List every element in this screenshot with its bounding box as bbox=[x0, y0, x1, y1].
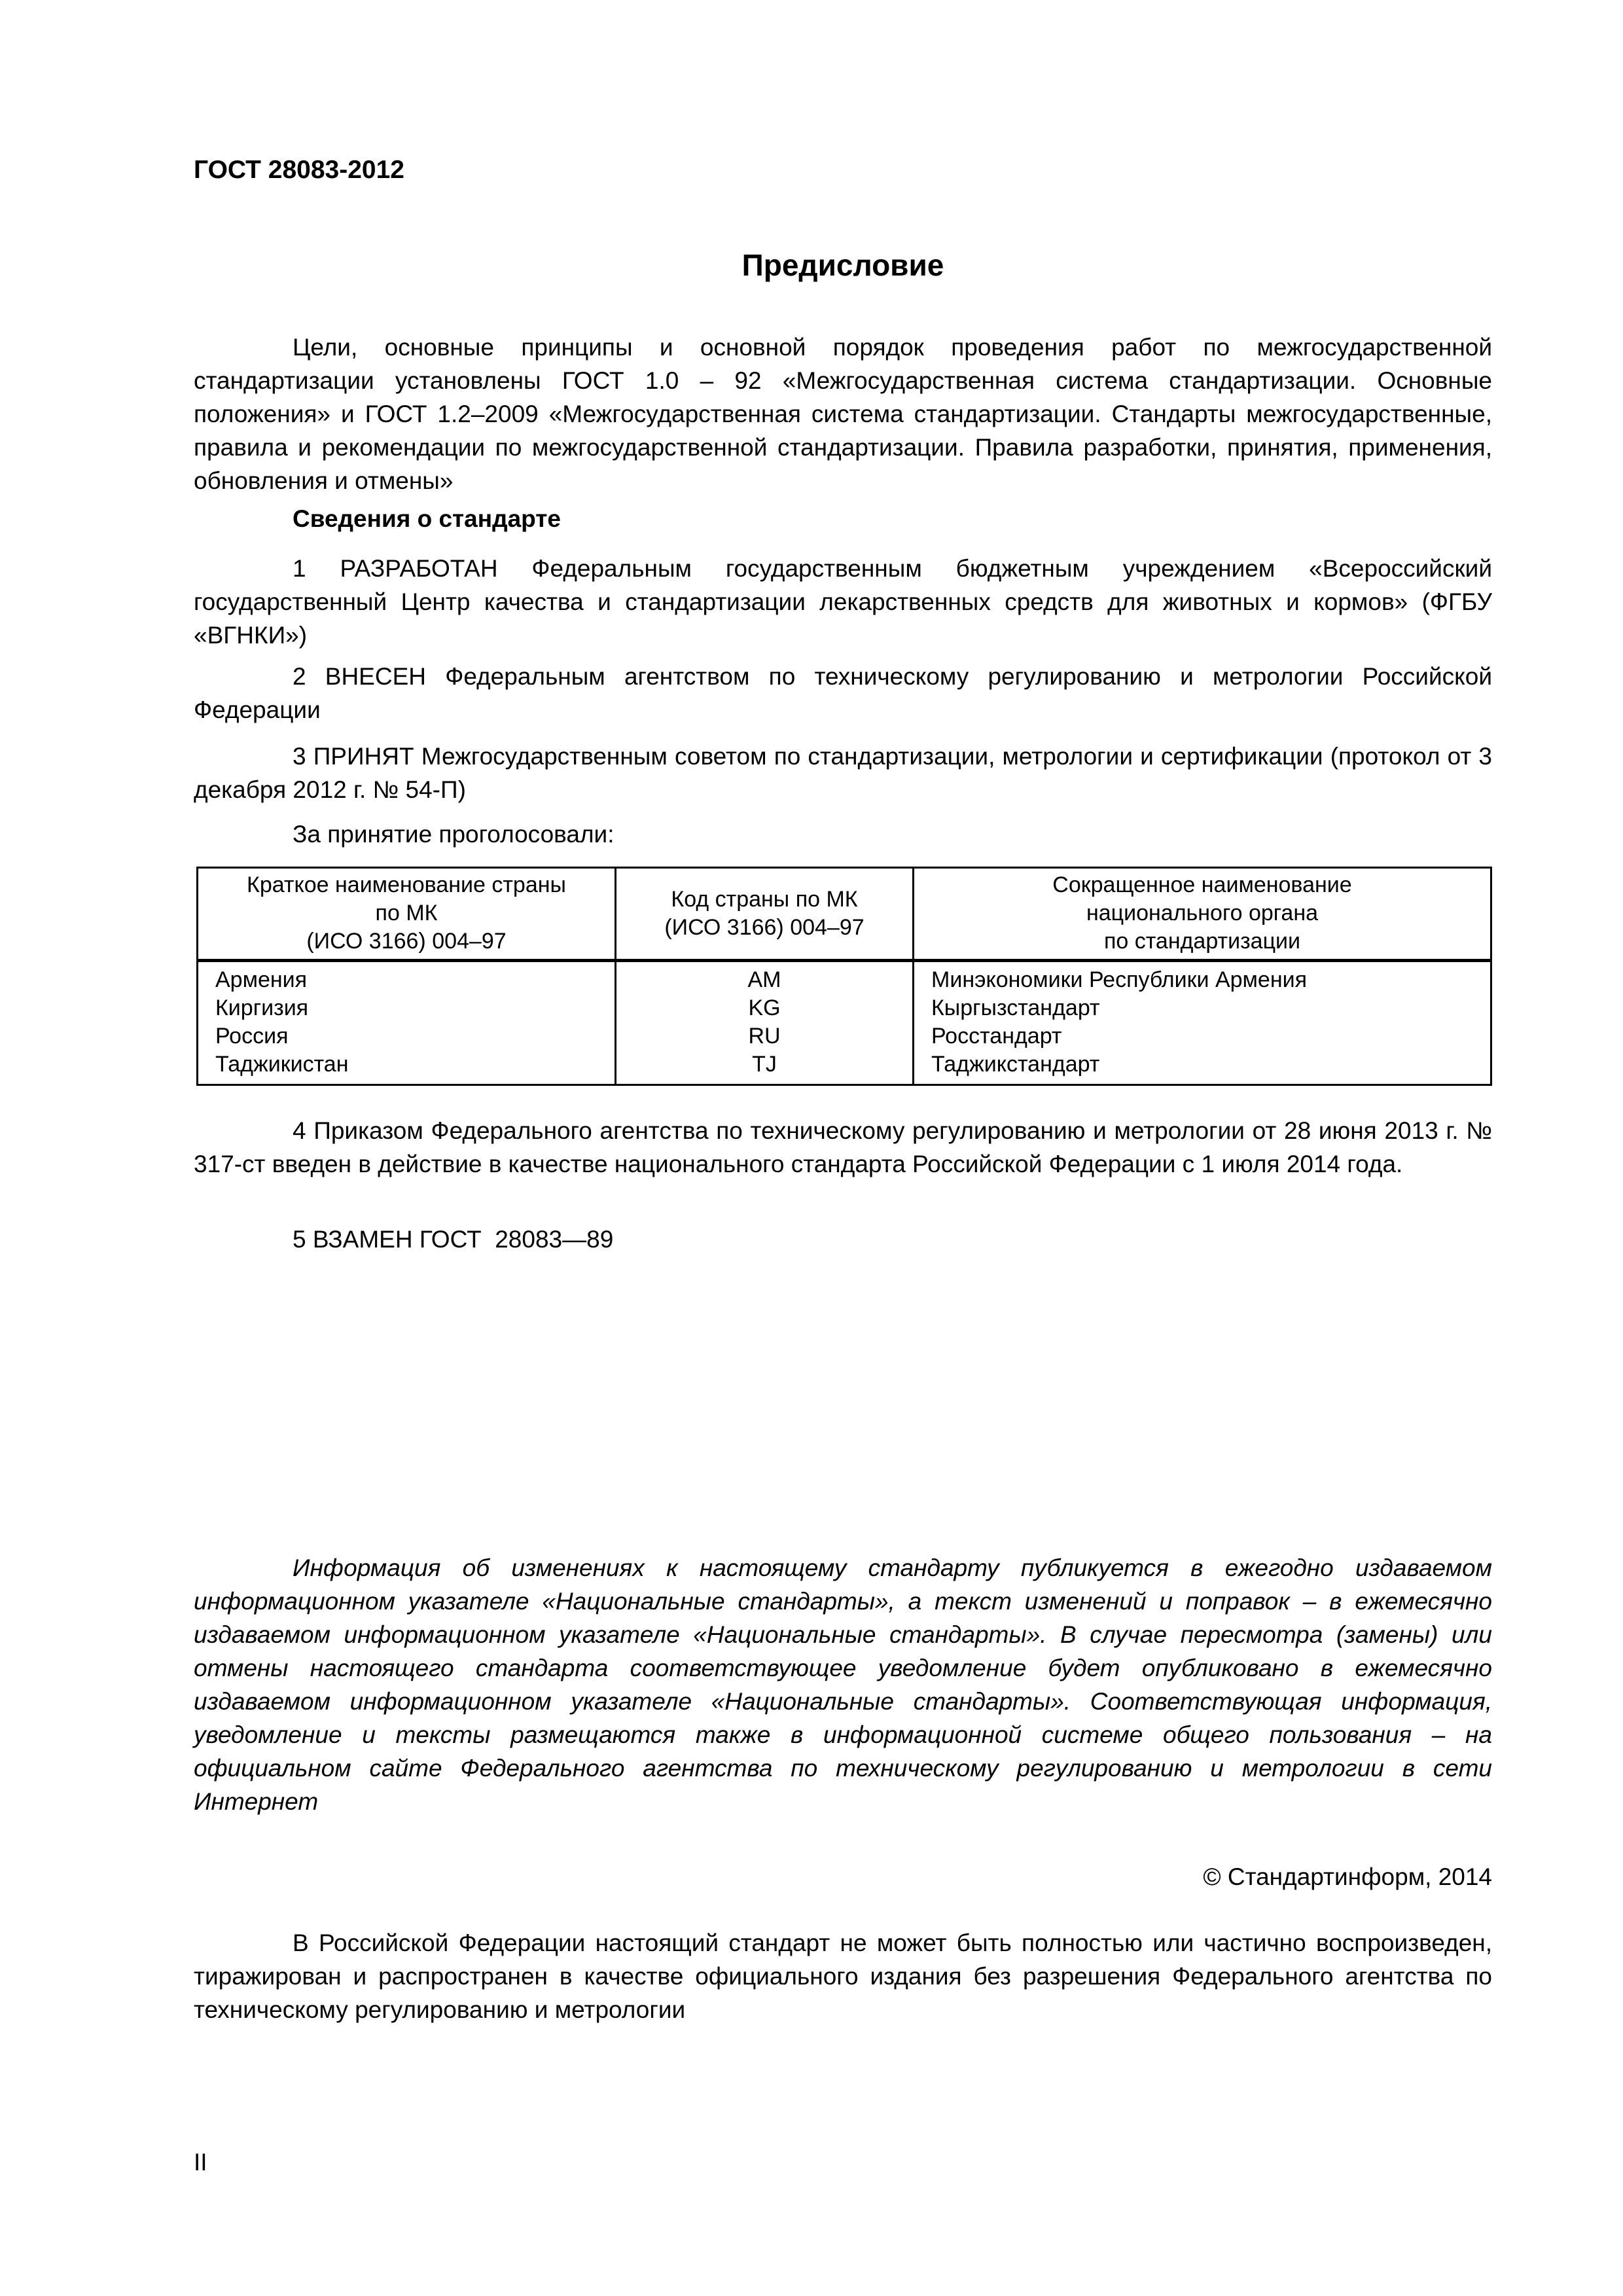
national-body-cell: Минэкономики Республики Армения bbox=[914, 961, 1491, 995]
voting-table bbox=[196, 867, 1492, 1086]
restriction-paragraph: В Российской Федерации настоящий стандарт не может быть полностью или частично воспроизведен, тиражирован и распространен в качестве официального издания без разрешения Федерального агентства по техническому регулированию и метрологии bbox=[194, 1929, 1492, 2023]
restriction-section bbox=[194, 1926, 1492, 2026]
info-heading: Сведения о стандарте bbox=[293, 505, 561, 532]
country-name-cell: Таджикистан bbox=[198, 1050, 616, 1085]
country-code-cell: AM bbox=[616, 961, 914, 995]
document-code: ГОСТ 28083-2012 bbox=[194, 156, 404, 184]
item-4-text: 4 Приказом Федерального агентства по техническому регулированию и метрологии от 28 июня 2013 г. № 317-ст введен в действие в качестве национального стандарта Российской Федерации с 1 июля 2014 года. bbox=[194, 1117, 1492, 1177]
page-number: II bbox=[194, 2149, 207, 2176]
national-body-cell: Росстандарт bbox=[914, 1022, 1491, 1050]
table-row bbox=[198, 1050, 1491, 1085]
national-body-cell: Кыргызстандарт bbox=[914, 994, 1491, 1022]
item-3-text: 3 ПРИНЯТ Межгосударственным советом по стандартизации, метрологии и сертификации (протокол от 3 декабря 2012 г. № 54-П) bbox=[194, 743, 1492, 803]
item-1 bbox=[194, 552, 1492, 652]
country-code-cell: KG bbox=[616, 994, 914, 1022]
intro-paragraph: Цели, основные принципы и основной порядок проведения работ по межгосударственной стандартизации установлены ГОСТ 1.0 – 92 «Межгосударственная система стандартизации. Основные положения» и ГОСТ 1.2–2009 «Межгосударственная система стандартизации. Стандарты межгосударственные, правила и рекомендации по межгосударственной стандартизации. Правила разработки, принятия, применения, обновления и отмены» bbox=[194, 334, 1492, 494]
page-title: Предисловие bbox=[741, 248, 944, 282]
header-national-body: Сокращенное наименование национального органа по стандартизации bbox=[914, 868, 1491, 961]
header-country-name: Краткое наименование страны по МК (ИСО 3166) 004–97 bbox=[198, 868, 616, 961]
intro-section bbox=[194, 331, 1492, 497]
table-row bbox=[198, 994, 1491, 1022]
item-1-text: 1 РАЗРАБОТАН Федеральным государственным бюджетным учреждением «Всероссийский государственный Центр качества и стандартизации лекарственных средств для животных и кормов» (ФГБУ «ВГНКИ») bbox=[194, 555, 1492, 649]
country-name-cell: Армения bbox=[198, 961, 616, 995]
item-2-text: 2 ВНЕСЕН Федеральным агентством по техническому регулированию и метрологии Российской Федерации bbox=[194, 663, 1492, 723]
country-code-cell: TJ bbox=[616, 1050, 914, 1085]
notice-section bbox=[194, 1551, 1492, 1818]
country-code-cell: RU bbox=[616, 1022, 914, 1050]
country-name-cell: Россия bbox=[198, 1022, 616, 1050]
notice-paragraph: Информация об изменениях к настоящему стандарту публикуется в ежегодно издаваемом информационном указателе «Национальные стандарты», а текст изменений и поправок – в ежемесячно издаваемом информационном указателе «Национальные стандарты». В случае пересмотра (замены) или отмены настоящего стандарта соответствующее уведомление будет опубликовано в ежемесячно издаваемом информационном указателе «Национальные стандарты». Соответствующая информация, уведомление и тексты размещаются также в информационной системе общего пользования – на официальном сайте Федерального агентства по техническому регулированию и метрологии в сети Интернет bbox=[194, 1554, 1492, 1815]
table-header-row bbox=[198, 868, 1491, 961]
country-name-cell: Киргизия bbox=[198, 994, 616, 1022]
copyright: © Стандартинформ, 2014 bbox=[1203, 1863, 1492, 1890]
national-body-cell: Таджикстандарт bbox=[914, 1050, 1491, 1085]
table-row bbox=[198, 961, 1491, 995]
item-5: 5 ВЗАМЕН ГОСТ 28083—89 bbox=[293, 1226, 614, 1253]
table-row bbox=[198, 1022, 1491, 1050]
item-2 bbox=[194, 660, 1492, 726]
header-country-code: Код страны по МК (ИСО 3166) 004–97 bbox=[616, 868, 914, 961]
vote-caption: За принятие проголосовали: bbox=[293, 821, 615, 848]
item-4 bbox=[194, 1114, 1492, 1181]
item-3 bbox=[194, 740, 1492, 806]
